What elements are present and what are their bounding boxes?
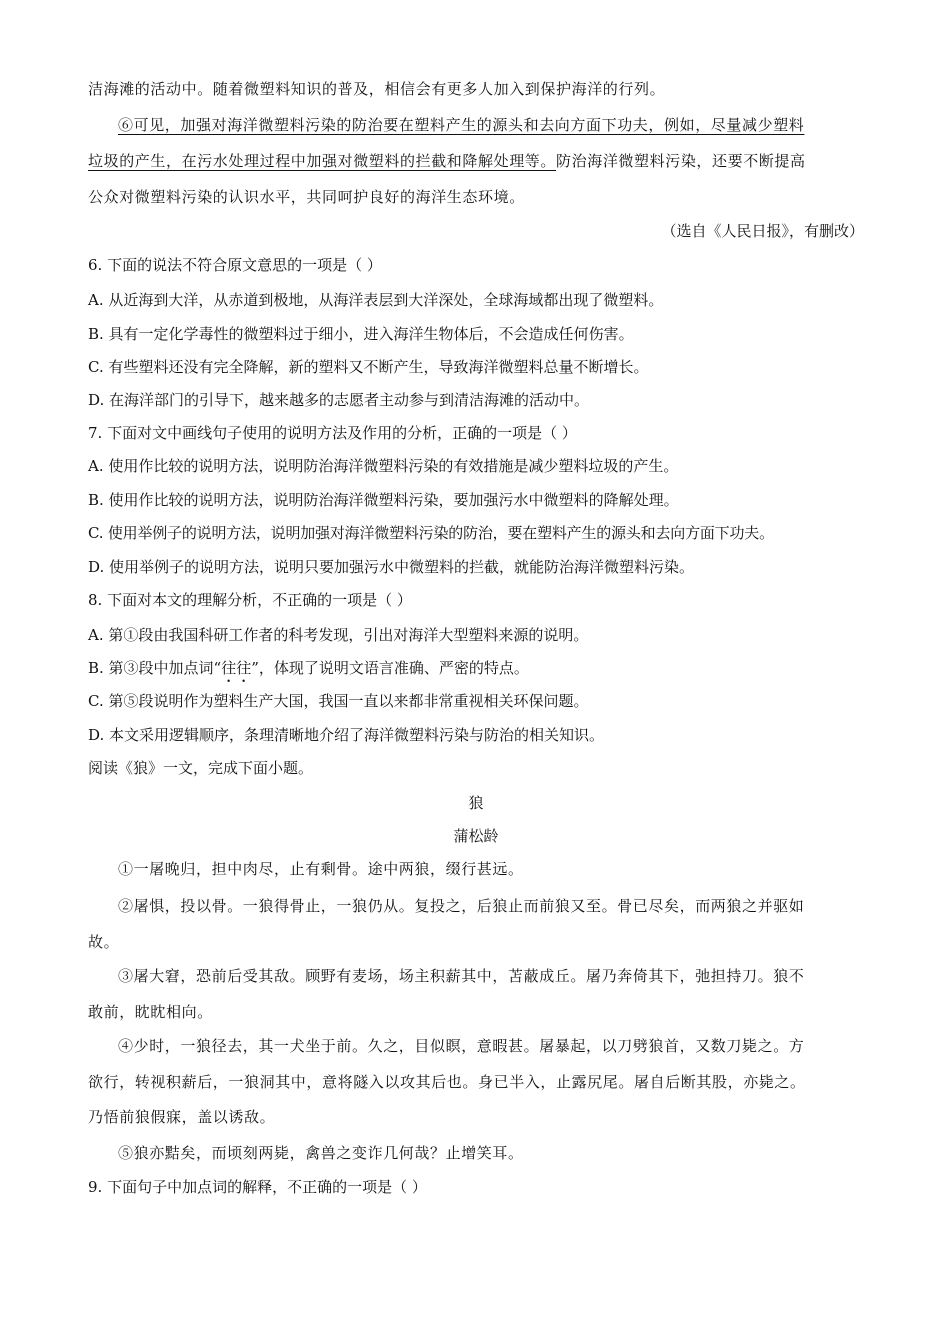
question-7-option-b: B. 使用作比较的说明方法，说明防治海洋微塑料污染，要加强污水中微塑料的降解处理。 — [88, 491, 679, 509]
question-6-stem: 6. 下面的说法不符合原文意思的一项是（ ） — [88, 256, 382, 274]
author-name: 蒲松龄 — [453, 827, 499, 845]
dotted-word: 往往 — [221, 659, 252, 677]
passage-line-continued: 洁海滩的活动中。随着微塑料知识的普及，相信会有更多人加入到保护海洋的行列。 — [88, 80, 666, 98]
question-6-option-d: D. 在海洋部门的引导下，越来越多的志愿者主动参与到清洁海滩的活动中。 — [88, 391, 590, 409]
wolf-paragraph-4-line-3: 乃悟前狼假寐，盖以诱敌。 — [88, 1108, 276, 1126]
source-citation: （选自《人民日报》，有删改） — [661, 222, 864, 240]
wolf-paragraph-3-line-2: 敢前，眈眈相向。 — [88, 1003, 213, 1021]
question-7-option-d: D. 使用举例子的说明方法，说明只要加强污水中微塑料的拦截，就能防治海洋微塑料污染。 — [88, 558, 695, 576]
question-8-option-b — [88, 657, 864, 686]
paragraph-6-line-2-rest: 防治海洋微塑料污染，还要不断提高 — [556, 152, 806, 170]
paragraph-6-line-1 — [88, 114, 864, 136]
wolf-paragraph-5: ⑤狼亦黠矣，而顷刻两毙，禽兽之变诈几何哉？止增笑耳。 — [118, 1144, 524, 1162]
question-8-option-a: A. 第①段由我国科研工作者的科考发现，引出对海洋大型塑料来源的说明。 — [88, 626, 589, 644]
wolf-paragraph-2-line-1: ②屠惧，投以骨。一狼得骨止，一狼仍从。复投之，后狼止而前狼又至。骨已尽矣，而两狼之并驱如 — [118, 897, 805, 915]
reading-intro: 阅读《狼》一文，完成下面小题。 — [88, 759, 314, 777]
poem-title: 狼 — [468, 794, 484, 812]
question-8-option-b-suffix: ”，体现了说明文语言准确、严密的特点。 — [251, 659, 529, 677]
question-7-stem: 7. 下面对文中画线句子使用的说明方法及作用的分析，正确的一项是（ ） — [88, 424, 577, 442]
wolf-paragraph-4-line-2: 欲行，转视积薪后，一狼洞其中，意将隧入以攻其后也。身已半入，止露尻尾。屠自后断其股，亦毙之。 — [88, 1073, 806, 1091]
wolf-paragraph-1: ①一屠晚归，担中肉尽，止有剩骨。途中两狼，缀行甚远。 — [118, 860, 524, 878]
question-6-option-a: A. 从近海到大洋，从赤道到极地，从海洋表层到大洋深处，全球海域都出现了微塑料。 — [88, 291, 664, 309]
question-8-stem: 8. 下面对本文的理解分析，不正确的一项是（ ） — [88, 591, 412, 609]
question-6-option-c: C. 有些塑料还没有完全降解，新的塑料又不断产生，导致海洋微塑料总量不断增长。 — [88, 358, 649, 376]
question-9-stem: 9. 下面句子中加点词的解释，不正确的一项是（ ） — [88, 1178, 427, 1196]
question-8-option-c: C. 第⑤段说明作为塑料生产大国，我国一直以来都非常重视相关环保问题。 — [88, 692, 589, 710]
wolf-paragraph-3-line-1: ③屠大窘，恐前后受其敌。顾野有麦场，场主积薪其中，苫蔽成丘。屠乃奔倚其下，弛担持刀。狼不 — [118, 967, 805, 985]
wolf-paragraph-4-line-1: ④少时，一狼径去，其一犬坐于前。久之，目似瞑，意暇甚。屠暴起，以刀劈狼首，又数刀毙之。方 — [118, 1037, 805, 1055]
underlined-sentence-part-1: ⑥可见，加强对海洋微塑料污染的防治要在塑料产生的源头和去向方面下功夫，例如，尽量减少塑料 — [118, 116, 805, 134]
wolf-paragraph-2-line-2: 故。 — [88, 933, 120, 951]
question-8-option-b-prefix: B. 第③段中加点词“ — [88, 659, 222, 677]
paragraph-6-line-3: 公众对微塑料污染的认识水平，共同呵护良好的海洋生态环境。 — [88, 188, 525, 206]
underlined-sentence-part-2: 垃圾的产生，在污水处理过程中加强对微塑料的拦截和降解处理等。 — [88, 152, 557, 170]
question-6-option-b: B. 具有一定化学毒性的微塑料过于细小，进入海洋生物体后，不会造成任何伤害。 — [88, 325, 634, 343]
question-7-option-a: A. 使用作比较的说明方法，说明防治海洋微塑料污染的有效措施是减少塑料垃圾的产生。 — [88, 457, 679, 475]
question-8-option-d: D. 本文采用逻辑顺序，条理清晰地介绍了海洋微塑料污染与防治的相关知识。 — [88, 726, 605, 744]
question-7-option-c: C. 使用举例子的说明方法，说明加强对海洋微塑料污染的防治，要在塑料产生的源头和去向方面下功夫。 — [88, 524, 774, 542]
paragraph-6-line-2 — [88, 150, 864, 172]
